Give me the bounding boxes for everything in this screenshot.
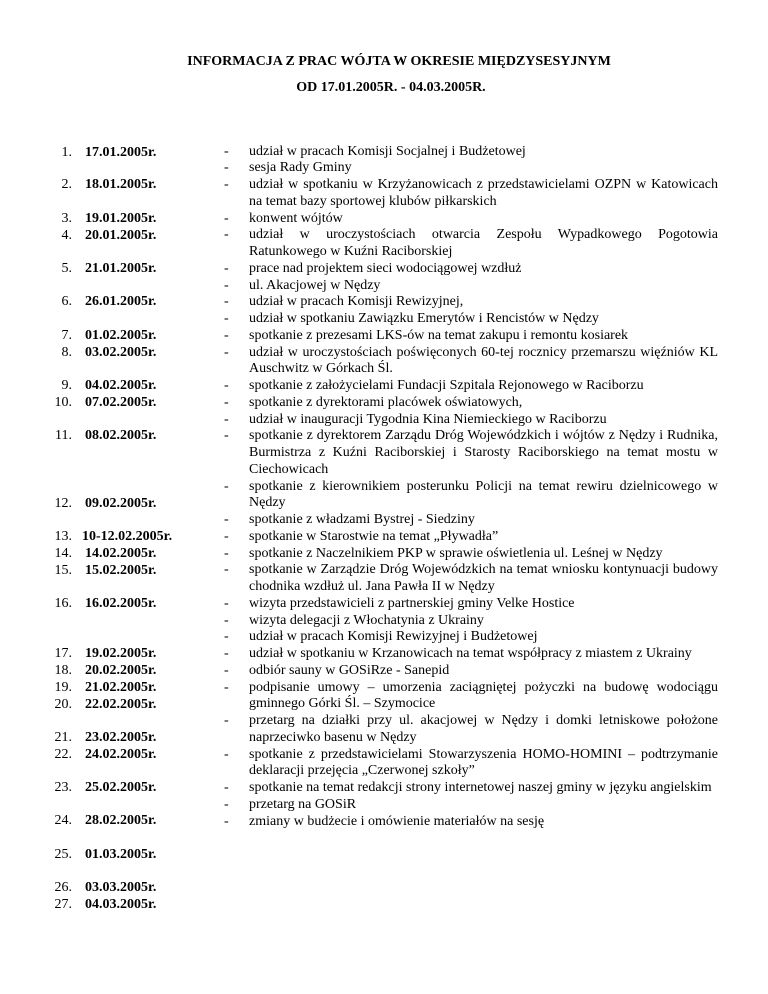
activity-item xyxy=(224,797,718,814)
activity-item xyxy=(224,546,718,563)
activity-item xyxy=(224,529,718,546)
activity-item xyxy=(224,412,718,429)
list-dash: - xyxy=(224,327,229,343)
entry-date: 03.02.2005r. xyxy=(85,345,157,360)
activity-item xyxy=(224,395,718,412)
activity-text: sesja Rady Gminy xyxy=(249,160,352,176)
activity-text: przetarg na działki przy ul. akacjowej w Nędzy i domki letniskowe położone naprzeciwko basenu w Nędzy xyxy=(249,713,718,745)
list-dash: - xyxy=(224,143,229,159)
activity-item xyxy=(224,613,718,630)
activity-item xyxy=(224,144,718,161)
list-dash: - xyxy=(224,260,229,276)
document-period: OD 17.01.2005R. - 04.03.2005R. xyxy=(296,80,486,95)
entry-number: 20. xyxy=(54,697,72,712)
entry-number: 1. xyxy=(61,145,72,160)
list-dash: - xyxy=(224,796,229,812)
activity-text: udział w pracach Komisji Socjalnej i Budżetowej xyxy=(249,143,526,159)
list-dash: - xyxy=(224,344,229,360)
entry-number: 27. xyxy=(54,897,72,912)
entry-date: 01.02.2005r. xyxy=(85,328,157,343)
entry-number: 7. xyxy=(61,328,72,343)
activity-item xyxy=(224,428,718,478)
activity-item xyxy=(224,160,718,177)
list-dash: - xyxy=(224,378,229,393)
list-dash: - xyxy=(224,177,229,192)
list-dash: - xyxy=(224,311,229,326)
activity-text: zmiany w budżecie i omówienie materiałów na sesję xyxy=(249,813,545,829)
activity-text: spotkanie na temat redakcji strony internetowej naszej gminy w języku angielskim xyxy=(249,780,712,795)
list-dash: - xyxy=(224,646,229,661)
list-dash: - xyxy=(224,629,229,645)
activity-item xyxy=(224,261,718,278)
activity-text: spotkanie z prezesami LKS-ów na temat zakupu i remontu kosiarek xyxy=(249,327,629,343)
entry-number: 2. xyxy=(61,177,72,192)
list-dash: - xyxy=(224,746,229,762)
activity-text: podpisanie umowy – umorzenia zaciągniętej pożyczki na budowę wodociągu gminnego Górki Śl. – Szymocice xyxy=(249,679,718,712)
entry-number: 5. xyxy=(61,261,72,276)
list-dash: - xyxy=(224,394,229,410)
activity-item xyxy=(224,663,718,680)
activity-text: udział w spotkaniu w Krzanowicach na temat współpracy z miastem z Ukrainy xyxy=(249,646,692,661)
activity-text: spotkanie z założycielami Fundacji Szpitala Rejonowego w Raciborzu xyxy=(249,378,644,393)
entry-date: 09.02.2005r. xyxy=(85,496,157,511)
list-dash: - xyxy=(224,160,229,176)
entry-number: 17. xyxy=(54,646,72,661)
activity-text: spotkanie z kierownikiem posterunku Policji na temat rewiru dzielnicowego w Nędzy xyxy=(249,478,718,511)
activity-item xyxy=(224,378,718,395)
entry-date: 08.02.2005r. xyxy=(85,428,157,443)
entry-number: 21. xyxy=(54,730,72,745)
activity-text: spotkanie z dyrektorem Zarządu Dróg Wojewódzkich i wójtów z Nędzy i Rudnika, Burmistrza z Kuźni Raciborskiej i Starosty Raciborskiego na temat mostu w Ciechowicach xyxy=(249,428,718,477)
activity-text: udział w uroczystościach poświęconych 60-tej rocznicy przemarszu więźniów KL Auschwitz w Górkach Śl. xyxy=(249,344,718,377)
list-dash: - xyxy=(224,428,229,444)
list-dash: - xyxy=(224,780,229,795)
entry-date: 20.02.2005r. xyxy=(85,663,157,678)
activity-text: udział w pracach Komisji Rewizyjnej i Budżetowej xyxy=(249,629,538,645)
entry-date: 15.02.2005r. xyxy=(85,563,157,578)
activity-text: udział w uroczystościach otwarcia Zespołu Wypadkowego Pogotowia Ratunkowego w Kuźni Raciborskiej xyxy=(249,227,718,259)
entry-date: 28.02.2005r. xyxy=(85,813,157,828)
entry-number: 6. xyxy=(61,294,72,309)
activity-item xyxy=(224,211,718,228)
entry-number: 18. xyxy=(54,663,72,678)
entry-number: 3. xyxy=(61,211,72,226)
activity-item xyxy=(224,512,718,529)
entry-date: 21.01.2005r. xyxy=(85,261,157,276)
activity-text: wizyta przedstawicieli z partnerskiej gminy Velke Hostice xyxy=(249,595,575,611)
list-dash: - xyxy=(224,277,229,293)
entry-number: 15. xyxy=(54,563,72,578)
list-dash: - xyxy=(224,713,229,728)
activity-text: wizyta delegacji z Włochatynia z Ukrainy xyxy=(249,612,484,628)
activity-item xyxy=(224,328,718,345)
activity-text: przetarg na GOSiR xyxy=(249,796,357,812)
entry-number: 25. xyxy=(54,847,72,862)
activity-item xyxy=(224,747,718,781)
list-dash: - xyxy=(224,612,229,628)
activity-text: odbiór sauny w GOSiRze - Sanepid xyxy=(249,662,450,678)
entry-number: 4. xyxy=(61,228,72,243)
activity-item xyxy=(224,294,718,311)
list-dash: - xyxy=(224,512,229,527)
entry-date: 22.02.2005r. xyxy=(85,697,157,712)
activity-item xyxy=(224,713,718,747)
entry-number: 23. xyxy=(54,780,72,795)
list-dash: - xyxy=(224,227,229,243)
activity-text: udział w spotkaniu Zawiązku Emerytów i Rencistów w Nędzy xyxy=(249,311,599,326)
entry-date: 19.01.2005r. xyxy=(85,211,157,226)
activity-item xyxy=(224,177,718,211)
entry-date: 07.02.2005r. xyxy=(85,395,157,410)
entry-date: 18.01.2005r. xyxy=(85,177,157,192)
activity-text: ul. Akacjowej w Nędzy xyxy=(249,277,381,293)
activity-text: spotkanie z dyrektorami placówek oświatowych, xyxy=(249,394,523,410)
list-dash: - xyxy=(224,411,229,427)
list-dash: - xyxy=(224,210,229,226)
activity-item xyxy=(224,680,718,714)
entry-date: 01.03.2005r. xyxy=(85,847,157,862)
list-dash: - xyxy=(224,813,229,829)
entry-number: 12. xyxy=(54,496,72,511)
entry-number: 24. xyxy=(54,813,72,828)
entry-number: 10. xyxy=(54,395,72,410)
entry-date: 19.02.2005r. xyxy=(85,646,157,661)
entry-date: 25.02.2005r. xyxy=(85,780,157,795)
activities-list xyxy=(224,144,718,831)
activity-text: spotkanie z przedstawicielami Stowarzyszenia HOMO-HOMINI – podtrzymanie deklaracji przejęcia „Czerwonej szkoły” xyxy=(249,746,718,779)
activity-text: spotkanie z Naczelnikiem PKP w sprawie oświetlenia ul. Leśnej w Nędzy xyxy=(249,545,663,561)
entry-date: 26.01.2005r. xyxy=(85,294,157,309)
activity-item xyxy=(224,814,718,831)
entry-date: 23.02.2005r. xyxy=(85,730,157,745)
entry-date: 04.02.2005r. xyxy=(85,378,157,393)
list-dash: - xyxy=(224,662,229,678)
activity-text: udział w inauguracji Tygodnia Kina Niemieckiego w Raciborzu xyxy=(249,411,607,427)
entry-number: 19. xyxy=(54,680,72,695)
activity-item xyxy=(224,345,718,379)
activity-text: spotkanie w Starostwie na temat „Pływadła” xyxy=(249,528,499,544)
activity-item xyxy=(224,596,718,613)
entry-date: 17.01.2005r. xyxy=(85,145,157,160)
entry-date: 10-12.02.2005r. xyxy=(82,529,173,544)
activity-text: spotkanie w Zarządzie Dróg Wojewódzkich na temat wniosku kontynuacji budowy chodnika wzdłuż ul. Jana Pawła II w Nędzy xyxy=(249,562,718,594)
entry-number: 22. xyxy=(54,747,72,762)
list-dash: - xyxy=(224,679,229,695)
entry-date: 03.03.2005r. xyxy=(85,880,157,895)
activity-item xyxy=(224,311,718,328)
entry-date: 21.02.2005r. xyxy=(85,680,157,695)
entry-number: 26. xyxy=(54,880,72,895)
list-dash: - xyxy=(224,528,229,544)
entry-number: 14. xyxy=(54,546,72,561)
activity-item xyxy=(224,278,718,295)
list-dash: - xyxy=(224,562,229,578)
activity-text: konwent wójtów xyxy=(249,210,343,226)
entry-number: 9. xyxy=(61,378,72,393)
entry-date: 16.02.2005r. xyxy=(85,596,157,611)
activity-text: udział w spotkaniu w Krzyżanowicach z przedstawicielami OZPN w Katowicach na temat bazy sportowej klubów piłkarskich xyxy=(249,177,718,209)
entry-number: 16. xyxy=(54,596,72,611)
activity-item xyxy=(224,562,718,596)
entry-number: 8. xyxy=(61,345,72,360)
activity-text: spotkanie z władzami Bystrej - Siedziny xyxy=(249,512,475,527)
list-dash: - xyxy=(224,545,229,561)
activity-text: prace nad projektem sieci wodociągowej wzdłuż xyxy=(249,260,522,276)
activity-item xyxy=(224,479,718,513)
activity-item xyxy=(224,780,718,797)
document-title: INFORMACJA Z PRAC WÓJTA W OKRESIE MIĘDZYSESYJNYM xyxy=(187,54,611,69)
list-dash: - xyxy=(224,294,229,310)
entry-date: 24.02.2005r. xyxy=(85,747,157,762)
activity-item xyxy=(224,646,718,663)
entry-date: 20.01.2005r. xyxy=(85,228,157,243)
entry-date: 04.03.2005r. xyxy=(85,897,157,912)
activity-item xyxy=(224,629,718,646)
list-dash: - xyxy=(224,595,229,611)
list-dash: - xyxy=(224,478,229,494)
entry-number: 13. xyxy=(54,529,72,544)
entry-date: 14.02.2005r. xyxy=(85,546,157,561)
activity-item xyxy=(224,227,718,261)
entry-number: 11. xyxy=(55,428,72,443)
activity-text: udział w pracach Komisji Rewizyjnej, xyxy=(249,294,464,310)
